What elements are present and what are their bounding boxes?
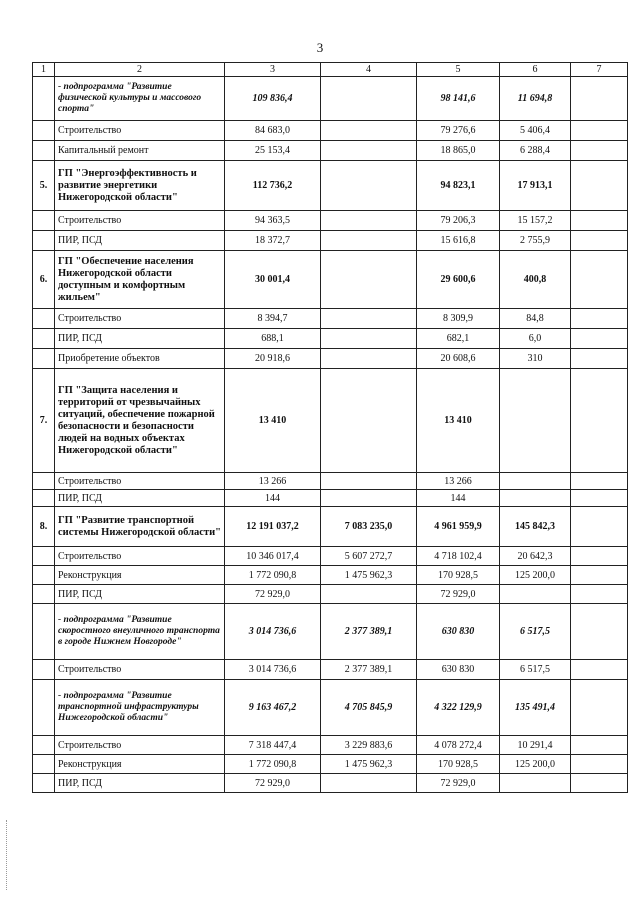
federal-cell <box>321 141 417 161</box>
federal-cell: 5 607 272,7 <box>321 547 417 566</box>
federal-cell <box>321 211 417 231</box>
local-cell <box>500 774 571 793</box>
regional-cell: 144 <box>417 490 500 507</box>
row-number-cell <box>33 566 55 585</box>
other-cell <box>571 604 628 660</box>
row-name-cell: Строительство <box>55 121 225 141</box>
regional-cell: 18 865,0 <box>417 141 500 161</box>
federal-cell <box>321 77 417 121</box>
federal-cell <box>321 774 417 793</box>
row-name-cell: ГП "Энергоэффективность и развитие энергетики Нижегородской области" <box>55 161 225 211</box>
local-cell: 5 406,4 <box>500 121 571 141</box>
regional-cell: 72 929,0 <box>417 774 500 793</box>
row-number-cell: 6. <box>33 251 55 309</box>
table-row <box>33 736 628 755</box>
table-row <box>33 211 628 231</box>
row-name-cell: - подпрограмма "Развитие транспортной инфраструктуры Нижегородской области" <box>55 680 225 736</box>
row-number-cell <box>33 604 55 660</box>
row-number-cell <box>33 473 55 490</box>
local-cell: 11 694,8 <box>500 77 571 121</box>
federal-cell <box>321 251 417 309</box>
total-cell: 3 014 736,6 <box>225 604 321 660</box>
row-number-cell <box>33 329 55 349</box>
regional-cell: 29 600,6 <box>417 251 500 309</box>
row-name-cell: ГП "Обеспечение населения Нижегородской области доступным и комфортным жильем" <box>55 251 225 309</box>
local-cell: 6 517,5 <box>500 660 571 680</box>
row-number-cell <box>33 680 55 736</box>
other-cell <box>571 251 628 309</box>
federal-cell <box>321 231 417 251</box>
total-cell: 112 736,2 <box>225 161 321 211</box>
regional-cell: 98 141,6 <box>417 77 500 121</box>
total-cell: 10 346 017,4 <box>225 547 321 566</box>
total-cell: 25 153,4 <box>225 141 321 161</box>
other-cell <box>571 755 628 774</box>
other-cell <box>571 680 628 736</box>
program-row <box>33 369 628 473</box>
other-cell <box>571 490 628 507</box>
table-row <box>33 547 628 566</box>
row-number-cell <box>33 736 55 755</box>
header-cell-1: 1 <box>33 63 55 77</box>
regional-cell: 72 929,0 <box>417 585 500 604</box>
other-cell <box>571 309 628 329</box>
other-cell <box>571 161 628 211</box>
header-cell-6: 6 <box>500 63 571 77</box>
total-cell: 72 929,0 <box>225 774 321 793</box>
local-cell: 84,8 <box>500 309 571 329</box>
table-row <box>33 473 628 490</box>
regional-cell: 13 410 <box>417 369 500 473</box>
local-cell: 135 491,4 <box>500 680 571 736</box>
regional-cell: 94 823,1 <box>417 161 500 211</box>
row-name-cell: Строительство <box>55 736 225 755</box>
row-name-cell: ПИР, ПСД <box>55 329 225 349</box>
total-cell: 94 363,5 <box>225 211 321 231</box>
header-cell-5: 5 <box>417 63 500 77</box>
federal-cell <box>321 121 417 141</box>
local-cell: 125 200,0 <box>500 566 571 585</box>
program-row <box>33 161 628 211</box>
federal-cell <box>321 490 417 507</box>
row-number-cell <box>33 77 55 121</box>
regional-cell: 13 266 <box>417 473 500 490</box>
other-cell <box>571 329 628 349</box>
regional-cell: 4 078 272,4 <box>417 736 500 755</box>
row-number-cell <box>33 309 55 329</box>
total-cell: 1 772 090,8 <box>225 755 321 774</box>
table-row <box>33 309 628 329</box>
row-name-cell: ГП "Развитие транспортной системы Нижегородской области" <box>55 507 225 547</box>
row-name-cell: - подпрограмма "Развитие физической культуры и массового спорта" <box>55 77 225 121</box>
total-cell: 84 683,0 <box>225 121 321 141</box>
header-cell-4: 4 <box>321 63 417 77</box>
table-row <box>33 566 628 585</box>
federal-cell: 1 475 962,3 <box>321 566 417 585</box>
row-number-cell <box>33 774 55 793</box>
other-cell <box>571 121 628 141</box>
other-cell <box>571 349 628 369</box>
row-name-cell: ГП "Защита населения и территорий от чрезвычайных ситуаций, обеспечение пожарной безопасности и безопасности людей на водных объектах Нижегородской области" <box>55 369 225 473</box>
table-row <box>33 231 628 251</box>
regional-cell: 15 616,8 <box>417 231 500 251</box>
local-cell: 6,0 <box>500 329 571 349</box>
table-row <box>33 755 628 774</box>
subprogram-row <box>33 604 628 660</box>
subprogram-row <box>33 680 628 736</box>
table-row <box>33 660 628 680</box>
header-cell-3: 3 <box>225 63 321 77</box>
table-row <box>33 329 628 349</box>
row-number-cell <box>33 231 55 251</box>
federal-cell <box>321 329 417 349</box>
local-cell: 400,8 <box>500 251 571 309</box>
federal-cell <box>321 369 417 473</box>
other-cell <box>571 774 628 793</box>
header-cell-7: 7 <box>571 63 628 77</box>
row-name-cell: Капитальный ремонт <box>55 141 225 161</box>
row-number-cell <box>33 141 55 161</box>
regional-cell: 170 928,5 <box>417 566 500 585</box>
row-number-cell: 8. <box>33 507 55 547</box>
other-cell <box>571 507 628 547</box>
local-cell <box>500 369 571 473</box>
total-cell: 12 191 037,2 <box>225 507 321 547</box>
federal-cell <box>321 585 417 604</box>
local-cell: 17 913,1 <box>500 161 571 211</box>
table-row <box>33 141 628 161</box>
row-name-cell: Приобретение объектов <box>55 349 225 369</box>
program-row <box>33 507 628 547</box>
row-number-cell: 5. <box>33 161 55 211</box>
table-header-row <box>33 63 628 77</box>
row-number-cell <box>33 660 55 680</box>
total-cell: 109 836,4 <box>225 77 321 121</box>
total-cell: 20 918,6 <box>225 349 321 369</box>
total-cell: 3 014 736,6 <box>225 660 321 680</box>
total-cell: 18 372,7 <box>225 231 321 251</box>
row-name-cell: - подпрограмма "Развитие скоростного внеуличного транспорта в городе Нижнем Новгороде" <box>55 604 225 660</box>
total-cell: 30 001,4 <box>225 251 321 309</box>
other-cell <box>571 211 628 231</box>
total-cell: 1 772 090,8 <box>225 566 321 585</box>
row-name-cell: Строительство <box>55 309 225 329</box>
regional-cell: 170 928,5 <box>417 755 500 774</box>
other-cell <box>571 141 628 161</box>
row-number-cell <box>33 211 55 231</box>
local-cell: 10 291,4 <box>500 736 571 755</box>
row-number-cell <box>33 547 55 566</box>
regional-cell: 20 608,6 <box>417 349 500 369</box>
federal-cell: 3 229 883,6 <box>321 736 417 755</box>
regional-cell: 79 276,6 <box>417 121 500 141</box>
subprogram-row <box>33 77 628 121</box>
local-cell: 125 200,0 <box>500 755 571 774</box>
federal-cell: 2 377 389,1 <box>321 660 417 680</box>
other-cell <box>571 369 628 473</box>
regional-cell: 630 830 <box>417 660 500 680</box>
federal-cell <box>321 309 417 329</box>
row-number-cell: 7. <box>33 369 55 473</box>
row-name-cell: ПИР, ПСД <box>55 490 225 507</box>
row-name-cell: Строительство <box>55 547 225 566</box>
total-cell: 72 929,0 <box>225 585 321 604</box>
row-name-cell: ПИР, ПСД <box>55 774 225 793</box>
row-number-cell <box>33 121 55 141</box>
federal-cell: 7 083 235,0 <box>321 507 417 547</box>
total-cell: 9 163 467,2 <box>225 680 321 736</box>
federal-cell <box>321 161 417 211</box>
other-cell <box>571 566 628 585</box>
row-number-cell <box>33 755 55 774</box>
table-row <box>33 490 628 507</box>
local-cell: 20 642,3 <box>500 547 571 566</box>
header-cell-2: 2 <box>55 63 225 77</box>
local-cell: 2 755,9 <box>500 231 571 251</box>
total-cell: 13 266 <box>225 473 321 490</box>
regional-cell: 682,1 <box>417 329 500 349</box>
margin-mark <box>6 820 8 890</box>
row-name-cell: Строительство <box>55 660 225 680</box>
other-cell <box>571 547 628 566</box>
table-row <box>33 774 628 793</box>
other-cell <box>571 231 628 251</box>
regional-cell: 4 961 959,9 <box>417 507 500 547</box>
table-row <box>33 585 628 604</box>
other-cell <box>571 660 628 680</box>
federal-cell <box>321 473 417 490</box>
row-name-cell: Строительство <box>55 473 225 490</box>
total-cell: 144 <box>225 490 321 507</box>
federal-cell <box>321 349 417 369</box>
page-number: 3 <box>316 40 324 55</box>
row-name-cell: ПИР, ПСД <box>55 585 225 604</box>
total-cell: 688,1 <box>225 329 321 349</box>
table-row <box>33 349 628 369</box>
regional-cell: 4 718 102,4 <box>417 547 500 566</box>
other-cell <box>571 77 628 121</box>
local-cell <box>500 490 571 507</box>
table-row <box>33 121 628 141</box>
program-row <box>33 251 628 309</box>
row-name-cell: Строительство <box>55 211 225 231</box>
row-number-cell <box>33 490 55 507</box>
federal-cell: 4 705 845,9 <box>321 680 417 736</box>
row-name-cell: Реконструкция <box>55 566 225 585</box>
regional-cell: 4 322 129,9 <box>417 680 500 736</box>
other-cell <box>571 473 628 490</box>
budget-table <box>32 62 628 793</box>
federal-cell: 2 377 389,1 <box>321 604 417 660</box>
row-name-cell: ПИР, ПСД <box>55 231 225 251</box>
federal-cell: 1 475 962,3 <box>321 755 417 774</box>
total-cell: 7 318 447,4 <box>225 736 321 755</box>
local-cell: 145 842,3 <box>500 507 571 547</box>
row-number-cell <box>33 585 55 604</box>
local-cell: 6 517,5 <box>500 604 571 660</box>
row-number-cell <box>33 349 55 369</box>
other-cell <box>571 736 628 755</box>
local-cell: 15 157,2 <box>500 211 571 231</box>
regional-cell: 8 309,9 <box>417 309 500 329</box>
local-cell <box>500 473 571 490</box>
local-cell <box>500 585 571 604</box>
total-cell: 8 394,7 <box>225 309 321 329</box>
local-cell: 310 <box>500 349 571 369</box>
regional-cell: 630 830 <box>417 604 500 660</box>
other-cell <box>571 585 628 604</box>
local-cell: 6 288,4 <box>500 141 571 161</box>
regional-cell: 79 206,3 <box>417 211 500 231</box>
row-name-cell: Реконструкция <box>55 755 225 774</box>
total-cell: 13 410 <box>225 369 321 473</box>
